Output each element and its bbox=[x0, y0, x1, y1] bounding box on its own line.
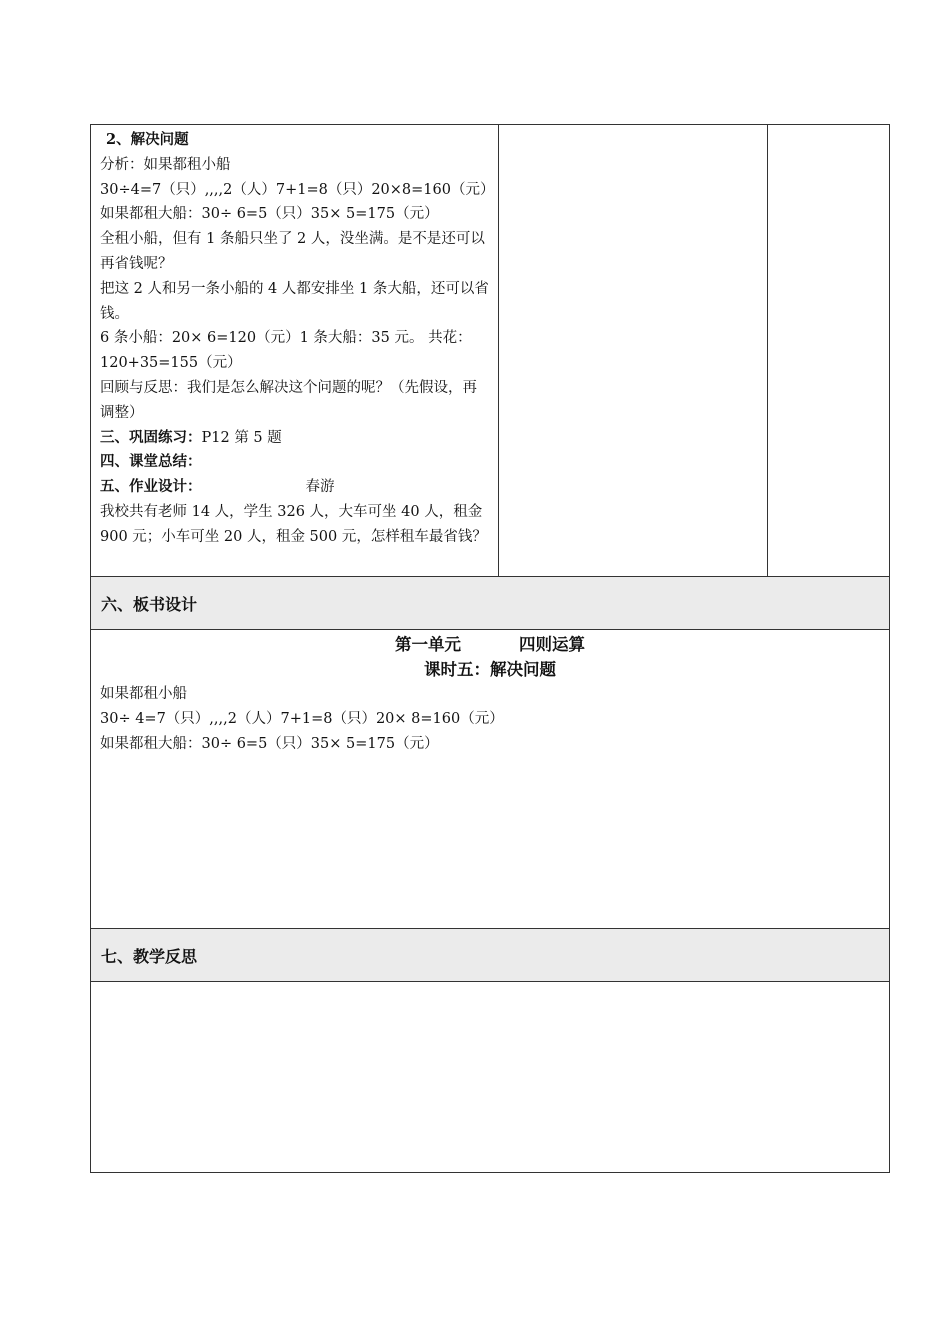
reflection-line: 回顾与反思：我们是怎么解决这个问题的呢？（先假设，再调整） bbox=[100, 379, 477, 421]
small-boat-calc: 30÷4=7（只）,,,,2（人）7+1=8（只）20×8=160（元） bbox=[100, 181, 495, 198]
practice-value: P12 第 5 题 bbox=[201, 429, 282, 446]
homework-label: 五、作业设计： bbox=[100, 478, 202, 496]
board-line: 如果都租大船：30÷ 6=5（只）35× 5=175（元） bbox=[100, 735, 439, 752]
homework-text: 我校共有老师 14 人，学生 326 人，大车可坐 40 人，租金 900 元；小车可坐 20 人，租金 500 元，怎样租车最省钱？ bbox=[100, 503, 487, 545]
cost-line: 6 条小船：20× 6=120（元）1 条大船：35 元。 共花：120+35=155（元） bbox=[100, 330, 472, 372]
board-design-header: 六、板书设计 bbox=[91, 577, 890, 630]
board-lesson-title: 课时五：解决问题 bbox=[424, 660, 556, 679]
teaching-reflection-cell bbox=[91, 982, 890, 1173]
board-line: 如果都租小船 bbox=[100, 686, 187, 702]
homework-line bbox=[100, 475, 490, 500]
board-design-cell bbox=[91, 630, 890, 929]
teaching-reflection-header: 七、教学反思 bbox=[91, 929, 890, 982]
empty-column-cell bbox=[499, 125, 768, 577]
big-boat-calc: 如果都租大船：30÷ 6=5（只）35× 5=175（元） bbox=[100, 206, 439, 223]
practice-line bbox=[100, 426, 490, 451]
board-unit-line bbox=[100, 632, 880, 657]
board-line: 30÷ 4=7（只）,,,,2（人）7+1=8（只）20× 8=160（元） bbox=[100, 710, 504, 727]
empty-narrow-cell bbox=[768, 125, 890, 577]
adjust-line: 把这 2 人和另一条小船的 4 人都安排坐 1 条大船，还可以省钱。 bbox=[100, 280, 489, 322]
lesson-process-cell bbox=[91, 125, 499, 577]
board-unit: 第一单元 bbox=[395, 635, 461, 654]
question-line: 全租小船，但有 1 条船只坐了 2 人，没坐满。是不是还可以再省钱呢？ bbox=[100, 231, 485, 272]
section-heading: 2、解决问题 bbox=[106, 131, 189, 148]
analysis-line: 分析：如果都租小船 bbox=[100, 156, 231, 173]
lesson-plan-table bbox=[90, 124, 869, 1173]
summary-heading: 四、课堂总结： bbox=[100, 453, 202, 471]
practice-label: 三、巩固练习： bbox=[100, 428, 202, 446]
board-unit-topic: 四则运算 bbox=[519, 635, 585, 654]
homework-topic: 春游 bbox=[305, 479, 335, 496]
